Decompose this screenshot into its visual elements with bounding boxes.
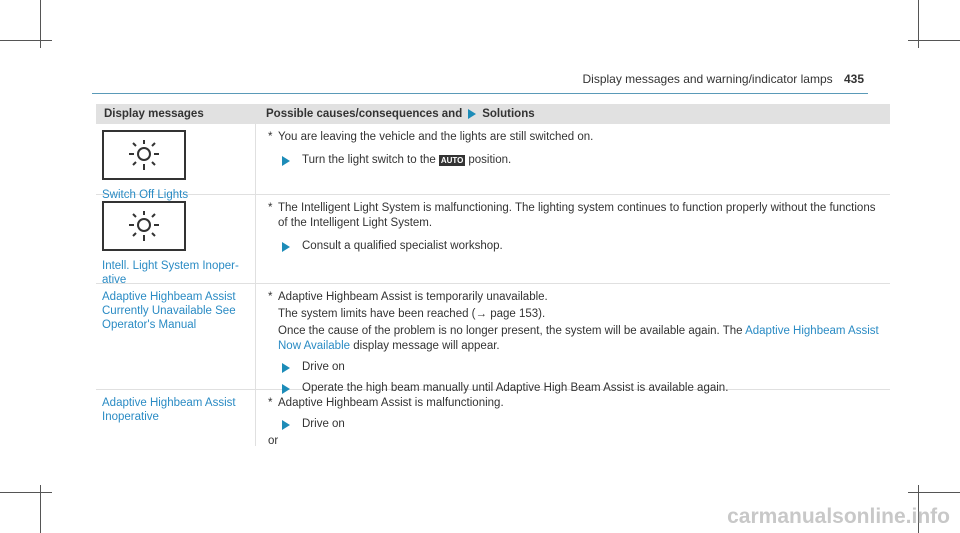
table-row: Intell. Light System Inoper- ative * The Intelligent Light System is malfunctioning. The lighting system continues to function properly without the functions of the Intelligent Light System. Consult a qualified specialist workshop. bbox=[96, 195, 890, 284]
table-row: Adaptive Highbeam Assist Inoperative * Adaptive Highbeam Assist is malfunctioning. Drive on or bbox=[96, 390, 890, 446]
display-messages-table bbox=[96, 104, 890, 446]
triangle-icon bbox=[468, 109, 476, 119]
table-row: Switch Off Lights * You are leaving the vehicle and the lights are still switched on. Turn the light switch to the AUTO position. bbox=[96, 124, 890, 195]
message-text: Intell. Light System Inoper- ative bbox=[102, 260, 239, 286]
triangle-icon bbox=[282, 420, 290, 430]
light-icon bbox=[102, 130, 186, 180]
cause-text: The Intelligent Light System is malfunctioning. The lighting system continues to function properly without the functions of the Intelligent Light System. bbox=[278, 202, 876, 229]
cause-text: Adaptive Highbeam Assist is temporarily unavailable. bbox=[278, 291, 548, 303]
crop-mark bbox=[0, 40, 52, 41]
crop-mark bbox=[908, 492, 960, 493]
col-header-solutions: Possible causes/consequences and Solutions bbox=[266, 108, 535, 120]
header-rule bbox=[92, 93, 868, 94]
triangle-icon bbox=[282, 363, 290, 373]
crop-mark bbox=[908, 40, 960, 41]
triangle-icon bbox=[282, 156, 290, 166]
page-number: 435 bbox=[843, 72, 864, 86]
col-header-messages: Display messages bbox=[104, 108, 204, 120]
message-text: Adaptive Highbeam Assist Inoperative bbox=[102, 397, 236, 423]
auto-icon: AUTO bbox=[440, 156, 464, 165]
crop-mark bbox=[0, 492, 52, 493]
light-icon bbox=[102, 201, 186, 251]
watermark: carmanualsonline.info bbox=[727, 505, 950, 528]
or-text: or bbox=[268, 435, 279, 447]
message-text: Adaptive Highbeam Assist Currently Unavailable See Operator's Manual bbox=[102, 291, 236, 331]
table-header bbox=[96, 104, 890, 124]
note-text: Once the cause of the problem is no longer present, the system will be available again. The Adaptive Highbeam Assist Now Available display message will appear. bbox=[278, 325, 879, 352]
message-link: Adaptive Highbeam Assist Now Available bbox=[278, 325, 879, 352]
page-header-title: Display messages and warning/indicator lamps bbox=[582, 72, 833, 86]
page-header bbox=[583, 72, 865, 86]
triangle-icon bbox=[282, 242, 290, 252]
message-text: Switch Off Lights bbox=[102, 189, 189, 201]
table-row: Adaptive Highbeam Assist Currently Unavailable See Operator's Manual * Adaptive Highbeam Assist is temporarily unavailable. The system limits have been reached (→ page 153). Once the cause of the problem is no longer present, the system will be available again. The Adaptive Highbeam Assist Now Available display message will appear. Drive on Operate the high beam manually until Adaptive High Beam Assist is available again. bbox=[96, 284, 890, 390]
note-text: The system limits have been reached (→ page 153). bbox=[278, 308, 546, 320]
cause-text: You are leaving the vehicle and the lights are still switched on. bbox=[278, 131, 594, 143]
cause-text: Adaptive Highbeam Assist is malfunctioning. bbox=[278, 397, 504, 409]
